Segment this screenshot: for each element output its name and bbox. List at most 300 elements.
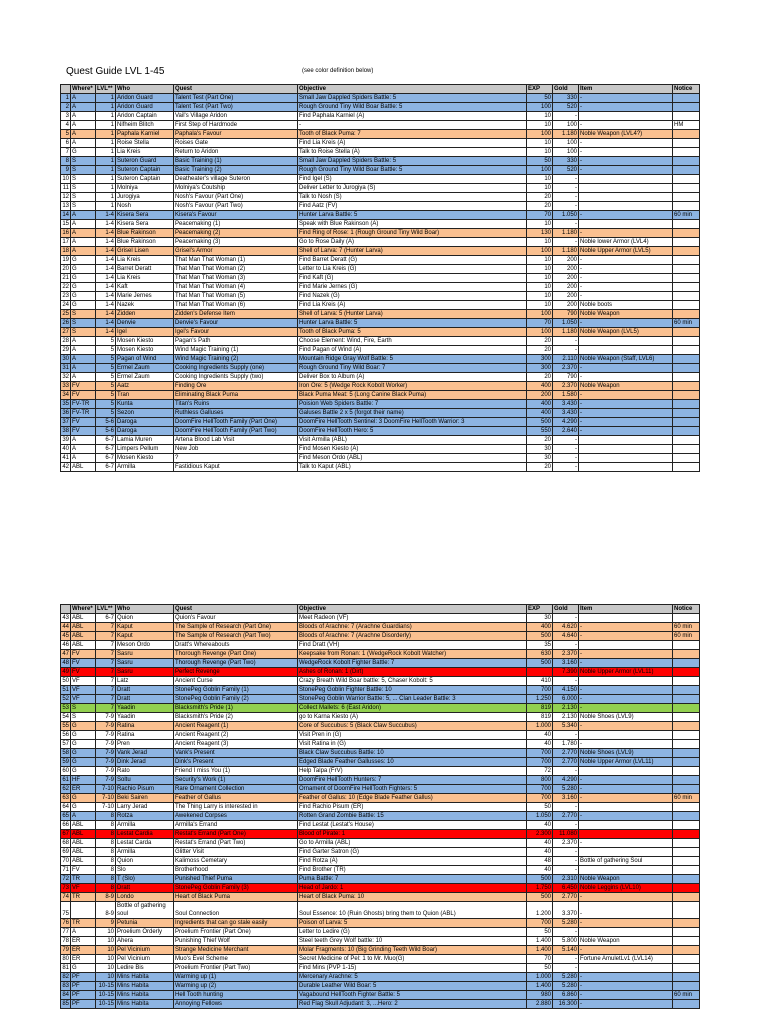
item-cell: Noble Shoes (LVL9) xyxy=(579,713,673,722)
gold-cell: 2.640 xyxy=(553,427,579,436)
where-cell: ABL xyxy=(71,857,96,866)
who-cell: Pel Vicinium xyxy=(116,955,174,964)
item-cell: - xyxy=(579,695,673,704)
exp-cell: 10 xyxy=(527,265,553,274)
objective-cell: Molar Fragments: 10 (Big Grinding Teeth Wild Boar) xyxy=(298,946,527,955)
objective-cell: Go to Armilla (ABL) xyxy=(298,839,527,848)
objective-cell: Meet Radeon (VF) xyxy=(298,614,527,623)
quest-cell: DoomFire HellTooth Family (Part One) xyxy=(174,418,298,427)
exp-cell: 20 xyxy=(527,463,553,472)
row-number-cell: 38 xyxy=(62,428,69,434)
who-cell: Mins Habita xyxy=(116,1000,174,1009)
row-number-cell: 36 xyxy=(62,410,69,416)
item-cell: - xyxy=(579,982,673,991)
notice-cell xyxy=(673,256,700,265)
row-number-cell: 46 xyxy=(62,642,69,648)
gold-cell: - xyxy=(553,821,579,830)
notice-cell xyxy=(673,409,700,418)
row-number-cell: 73 xyxy=(62,885,69,891)
table-row xyxy=(61,830,700,839)
item-cell xyxy=(579,202,673,211)
quest-cell: Eliminating Black Puma xyxy=(174,391,298,400)
who-cell: Lamia Muren xyxy=(116,436,174,445)
objective-cell: Edged Blade Feather Gallusses: 10 xyxy=(298,758,527,767)
level-cell: 1 xyxy=(96,130,116,139)
item-cell: Noble lower Armor (LVL4) xyxy=(579,238,673,247)
notice-cell xyxy=(673,928,700,937)
objective-cell: Durable Leather Wild Boar: 5 xyxy=(298,982,527,991)
exp-cell: 20 xyxy=(527,346,553,355)
where-cell: G xyxy=(71,758,96,767)
quest-cell: Strange Medicine Merchant xyxy=(174,946,298,955)
table-row xyxy=(61,463,700,472)
who-cell: Pren xyxy=(116,740,174,749)
exp-cell: 400 xyxy=(527,623,553,632)
who-cell: T (Slo) xyxy=(116,875,174,884)
table-row xyxy=(61,785,700,794)
row-number-cell: 41 xyxy=(62,455,69,461)
level-cell: 1 xyxy=(96,175,116,184)
gold-cell: 4.640 xyxy=(553,632,579,641)
quest-cell: The Thing Larry is interested in xyxy=(174,803,298,812)
objective-cell: Black Claw Succubus Battle: 10 xyxy=(298,749,527,758)
notice-cell xyxy=(673,830,700,839)
who-cell: Dink Jerad xyxy=(116,758,174,767)
objective-cell: Steel teeth Grey Wolf battle: 10 xyxy=(298,937,527,946)
level-cell: 10 xyxy=(96,928,116,937)
gold-cell: - xyxy=(553,955,579,964)
table-row xyxy=(61,695,700,704)
exp-cell: 1.000 xyxy=(527,973,553,982)
objective-cell: Puma Battle: 7 xyxy=(298,875,527,884)
gold-cell: 1.180 xyxy=(553,247,579,256)
table-row xyxy=(61,328,700,337)
notice-cell: 60 min xyxy=(673,991,700,1000)
objective-cell: WedgeRock Kobolt Fighter Battle: 7 xyxy=(298,659,527,668)
notice-cell xyxy=(673,1000,700,1009)
level-cell: 6-7 xyxy=(96,445,116,454)
where-cell: A xyxy=(71,373,96,382)
table-row xyxy=(61,623,700,632)
where-cell: G xyxy=(71,803,96,812)
level-cell: 1-4 xyxy=(96,310,116,319)
level-cell: 1-4 xyxy=(96,274,116,283)
exp-cell: 2.300 xyxy=(527,830,553,839)
table-row xyxy=(61,776,700,785)
quest-cell: Kalimoss Cemetary xyxy=(174,857,298,866)
notice-cell xyxy=(673,839,700,848)
table-body xyxy=(61,614,700,1009)
gold-cell: 200 xyxy=(553,301,579,310)
row-number-cell: 58 xyxy=(62,750,69,756)
row-number-cell: 56 xyxy=(62,732,69,738)
item-cell: - xyxy=(579,919,673,928)
gold-cell: - xyxy=(553,220,579,229)
row-number-cell: 33 xyxy=(62,383,69,389)
quest-cell: That Man That Woman (3) xyxy=(174,274,298,283)
who-header: Who xyxy=(116,605,174,614)
row-number-cell: 30 xyxy=(62,356,69,362)
quest-cell: Ancient Curse xyxy=(174,677,298,686)
quest-cell: Glitter Visit xyxy=(174,848,298,857)
item-cell: - xyxy=(579,94,673,103)
table-row xyxy=(61,148,700,157)
gold-cell: 200 xyxy=(553,283,579,292)
row-number-cell: 81 xyxy=(62,965,69,971)
where-cell: A xyxy=(71,445,96,454)
exp-cell: 40 xyxy=(527,839,553,848)
where-header: Where* xyxy=(71,85,96,94)
where-cell: FV xyxy=(71,866,96,875)
who-cell: Sezon xyxy=(116,409,174,418)
who-cell: Marie Jernes xyxy=(116,292,174,301)
level-cell: 1 xyxy=(96,157,116,166)
gold-cell: 3.430 xyxy=(553,409,579,418)
exp-header: EXP xyxy=(527,605,553,614)
table-row xyxy=(61,713,700,722)
notice-cell xyxy=(673,866,700,875)
who-cell: Sasru xyxy=(116,659,174,668)
row-number-cell: 83 xyxy=(62,983,69,989)
where-cell: HF xyxy=(71,776,96,785)
level-header: LVL** xyxy=(96,85,116,94)
notice-cell xyxy=(673,283,700,292)
table-row xyxy=(61,614,700,623)
notice-cell xyxy=(673,893,700,902)
table-row xyxy=(61,391,700,400)
who-cell: Beki Sairen xyxy=(116,794,174,803)
table-row xyxy=(61,202,700,211)
quest-cell: Return to Aridon xyxy=(174,148,298,157)
row-number-cell: 77 xyxy=(62,929,69,935)
quest-cell: The Sample of Research (Part Two) xyxy=(174,632,298,641)
table-row xyxy=(61,130,700,139)
quest-cell: Dratt's Whereabouts xyxy=(174,641,298,650)
exp-cell: 20 xyxy=(527,373,553,382)
item-cell: - xyxy=(579,740,673,749)
level-header: LVL** xyxy=(96,605,116,614)
row-number-cell: 17 xyxy=(62,239,69,245)
exp-cell: 48 xyxy=(527,857,553,866)
level-cell: 8 xyxy=(96,884,116,893)
level-cell: 8 xyxy=(96,821,116,830)
exp-cell: 500 xyxy=(527,418,553,427)
row-number-cell: 20 xyxy=(62,266,69,272)
level-cell: 1-4 xyxy=(96,256,116,265)
quest-cell: Warming up (1) xyxy=(174,973,298,982)
exp-cell: 30 xyxy=(527,614,553,623)
table-row xyxy=(61,319,700,328)
row-number-cell: 54 xyxy=(62,714,69,720)
table-row xyxy=(61,238,700,247)
table-row xyxy=(61,283,700,292)
quest-cell: Igel's Favour xyxy=(174,328,298,337)
item-cell xyxy=(579,830,673,839)
who-cell: Rotza xyxy=(116,812,174,821)
row-number-cell: 52 xyxy=(62,696,69,702)
level-cell: 1-4 xyxy=(96,247,116,256)
table-row xyxy=(61,310,700,319)
where-cell: G xyxy=(71,256,96,265)
gold-cell: 1.050 xyxy=(553,211,579,220)
table-row xyxy=(61,337,700,346)
quest-cell: Awekened Corpses xyxy=(174,812,298,821)
who-cell: Nazek xyxy=(116,301,174,310)
objective-cell: Ashes of Ronan: 1 (Dirt) xyxy=(298,668,527,677)
level-cell: 1-4 xyxy=(96,211,116,220)
quest-cell: Brotherhood xyxy=(174,866,298,875)
row-number-cell: 4 xyxy=(61,121,71,130)
row-number-cell: 35 xyxy=(62,401,69,407)
exp-cell: 10 xyxy=(527,238,553,247)
exp-header: EXP xyxy=(527,85,553,94)
quest-cell: Paphala's Favour xyxy=(174,130,298,139)
quest-cell: New Job xyxy=(174,445,298,454)
item-cell: - xyxy=(579,166,673,175)
notice-cell xyxy=(673,776,700,785)
objective-cell: Small Jaw Dappled Spiders Battle: 5 xyxy=(298,94,527,103)
gold-cell: - xyxy=(553,184,579,193)
row-number-cell: 26 xyxy=(62,320,69,326)
quest-header: Quest xyxy=(174,85,298,94)
notice-cell xyxy=(673,301,700,310)
row-number-cell: 27 xyxy=(62,329,69,335)
where-cell: G xyxy=(71,274,96,283)
row-number-cell: 32 xyxy=(62,374,69,380)
notice-cell xyxy=(673,463,700,472)
level-cell: 7-9 xyxy=(96,758,116,767)
where-cell: S xyxy=(71,202,96,211)
quest-cell: Titan's Ruins xyxy=(174,400,298,409)
notice-cell xyxy=(673,202,700,211)
exp-cell: 1.200 xyxy=(527,902,553,919)
quest-table-2 xyxy=(60,604,700,1009)
objective-cell: Find Meson Ordo (ABL) xyxy=(298,454,527,463)
quest-cell: Grisel's Armor xyxy=(174,247,298,256)
row-number-cell: 39 xyxy=(62,437,69,443)
objective-cell: Find Rachio Pisum (ER) xyxy=(298,803,527,812)
objective-cell: Rough Ground Tiny Wild Boar Battle: 5 xyxy=(298,103,527,112)
row-number-cell: 3 xyxy=(61,112,71,121)
notice-cell xyxy=(673,677,700,686)
quest-cell: Vank's Present xyxy=(174,749,298,758)
level-cell: 7-10 xyxy=(96,803,116,812)
level-cell: 5 xyxy=(96,382,116,391)
who-cell: Mins Habita xyxy=(116,991,174,1000)
quest-cell: First Step of Hardmode xyxy=(174,121,298,130)
row-number-cell: 62 xyxy=(62,786,69,792)
table-row xyxy=(61,382,700,391)
notice-cell xyxy=(673,346,700,355)
objective-cell: Find Kaft (G) xyxy=(298,274,527,283)
table-row xyxy=(61,821,700,830)
table-row xyxy=(61,256,700,265)
item-cell: - xyxy=(579,292,673,301)
gold-cell: - xyxy=(553,175,579,184)
objective-cell: Poison of Larva: 5 xyxy=(298,919,527,928)
row-number-cell: 84 xyxy=(62,992,69,998)
level-cell: 8 xyxy=(96,875,116,884)
quest-cell: Vail's Village Aridon xyxy=(174,112,298,121)
table-row xyxy=(61,982,700,991)
level-cell: 7-9 xyxy=(96,749,116,758)
row-number-cell: 42 xyxy=(62,464,69,470)
row-number-cell: 79 xyxy=(62,947,69,953)
quest-cell: Fastidious Kaput xyxy=(174,463,298,472)
objective-cell: Small Jaw Dappled Spiders Battle: 5 xyxy=(298,157,527,166)
where-cell: G xyxy=(71,148,96,157)
gold-cell: 4.620 xyxy=(553,623,579,632)
item-cell: Bottle of gathering Soul xyxy=(579,857,673,866)
who-cell: Latz xyxy=(116,677,174,686)
objective-cell: Bloods of Arachne: 7 (Arachne Guardians) xyxy=(298,623,527,632)
where-cell: FV-TR xyxy=(71,400,96,409)
level-cell: 1 xyxy=(96,184,116,193)
gold-cell: 2.770 xyxy=(553,812,579,821)
item-header: Item xyxy=(579,605,673,614)
who-cell: Nifheim Blitch xyxy=(116,121,174,130)
level-cell: 1-4 xyxy=(96,265,116,274)
objective-cell: Blood of Pirate: 1 xyxy=(298,830,527,839)
level-cell: 10-15 xyxy=(96,1000,116,1009)
quest-cell: That Man That Woman (6) xyxy=(174,301,298,310)
item-cell: - xyxy=(579,274,673,283)
level-cell: 10 xyxy=(96,964,116,973)
quest-cell: Restat's Errand (Part One) xyxy=(174,830,298,839)
exp-cell: 400 xyxy=(527,382,553,391)
exp-cell: 130 xyxy=(527,229,553,238)
gold-cell: 6.860 xyxy=(553,991,579,1000)
notice-cell xyxy=(673,803,700,812)
row-number-cell: 7 xyxy=(61,148,71,157)
who-cell: Molniya xyxy=(116,184,174,193)
table-row xyxy=(61,659,700,668)
exp-cell: 800 xyxy=(527,776,553,785)
who-cell: Yaadin xyxy=(116,713,174,722)
gold-cell: - xyxy=(553,964,579,973)
quest-cell: Hell Tooth hunting xyxy=(174,991,298,1000)
where-cell: PF xyxy=(71,982,96,991)
item-cell xyxy=(579,866,673,875)
table-row xyxy=(61,991,700,1000)
table-row xyxy=(61,220,700,229)
level-cell: 7-9 xyxy=(96,713,116,722)
item-cell: - xyxy=(579,157,673,166)
where-cell: A xyxy=(71,247,96,256)
item-cell: - xyxy=(579,902,673,919)
objective-cell: Choose Element: Wind, Fire, Earth xyxy=(298,337,527,346)
where-cell: G xyxy=(71,749,96,758)
objective-cell: Find Garter Satron (G) xyxy=(298,848,527,857)
item-cell xyxy=(579,175,673,184)
where-cell: ER xyxy=(71,937,96,946)
quest-cell: DoomFire HellTooth Family (Part Two) xyxy=(174,427,298,436)
where-cell: PF xyxy=(71,1000,96,1009)
where-cell: G xyxy=(71,283,96,292)
objective-cell: Core of Succubus: 5 (Black Claw Succubus) xyxy=(298,722,527,731)
exp-cell: 20 xyxy=(527,202,553,211)
quest-table-1 xyxy=(60,84,700,472)
where-cell: S xyxy=(71,166,96,175)
notice-cell xyxy=(673,902,700,919)
objective-cell: Hunter Larva Battle: 5 xyxy=(298,319,527,328)
level-cell: 1 xyxy=(96,94,116,103)
gold-cell: 790 xyxy=(553,310,579,319)
who-cell: Rachio Pisum xyxy=(116,785,174,794)
where-cell: VF xyxy=(71,695,96,704)
gold-cell: 3.430 xyxy=(553,400,579,409)
exp-cell: 50 xyxy=(527,94,553,103)
notice-cell xyxy=(673,175,700,184)
item-cell: - xyxy=(579,946,673,955)
where-cell: S xyxy=(71,319,96,328)
row-number-cell: 25 xyxy=(62,311,69,317)
table-row xyxy=(61,247,700,256)
where-cell: S xyxy=(71,328,96,337)
where-cell: G xyxy=(71,731,96,740)
table-row xyxy=(61,445,700,454)
item-cell: - xyxy=(579,391,673,400)
quest-cell: Punishing Thief Wolf xyxy=(174,937,298,946)
level-cell: 7-9 xyxy=(96,740,116,749)
gold-cell: 1.180 xyxy=(553,130,579,139)
quest-cell: Peacemaking (1) xyxy=(174,220,298,229)
gold-cell: 2.110 xyxy=(553,355,579,364)
notice-cell xyxy=(673,112,700,121)
who-cell: Blue Rakinson xyxy=(116,238,174,247)
objective-cell: Bloods of Arachne: 7 (Arachne Disorderly) xyxy=(298,632,527,641)
level-cell: 7 xyxy=(96,632,116,641)
objective-cell: Deliver Letter to Jurogiya (S) xyxy=(298,184,527,193)
objective-cell: Talk to Roise Stella (A) xyxy=(298,148,527,157)
gold-cell: 2.770 xyxy=(553,893,579,902)
who-cell: Ermel Zaum xyxy=(116,364,174,373)
notice-cell xyxy=(673,310,700,319)
exp-cell: 1.400 xyxy=(527,946,553,955)
level-cell: 7 xyxy=(96,641,116,650)
exp-cell: 819 xyxy=(527,713,553,722)
where-cell: A xyxy=(71,812,96,821)
quest-cell: Wind Magic Training (1) xyxy=(174,346,298,355)
item-cell: - xyxy=(579,785,673,794)
table-row xyxy=(61,175,700,184)
objective-cell: Find Dratt (VH) xyxy=(298,641,527,650)
table-row xyxy=(61,839,700,848)
gold-cell: - xyxy=(553,767,579,776)
who-cell: Armilla xyxy=(116,848,174,857)
quest-cell: That Man That Woman (1) xyxy=(174,256,298,265)
objective-cell: Speak with Blue Rakinson (A) xyxy=(298,220,527,229)
where-cell: A xyxy=(71,436,96,445)
notice-header: Notice xyxy=(673,605,700,614)
gold-cell: 1.780 xyxy=(553,740,579,749)
where-cell: A xyxy=(71,139,96,148)
table-row xyxy=(61,409,700,418)
notice-cell xyxy=(673,686,700,695)
gold-cell: 2.370 xyxy=(553,382,579,391)
objective-cell: Rotten Grand Zombie Battle: 15 xyxy=(298,812,527,821)
exp-cell: 819 xyxy=(527,704,553,713)
row-number-cell: 78 xyxy=(62,938,69,944)
objective-cell: Shell of Larva: 7 (Hunter Larva) xyxy=(298,247,527,256)
notice-cell: 60 min xyxy=(673,632,700,641)
table-row xyxy=(61,139,700,148)
who-cell: Roise Stella xyxy=(116,139,174,148)
where-cell: A xyxy=(71,928,96,937)
objective-cell: Find Barret Deratt (G) xyxy=(298,256,527,265)
gold-cell: 2.370 xyxy=(553,839,579,848)
notice-cell xyxy=(673,695,700,704)
